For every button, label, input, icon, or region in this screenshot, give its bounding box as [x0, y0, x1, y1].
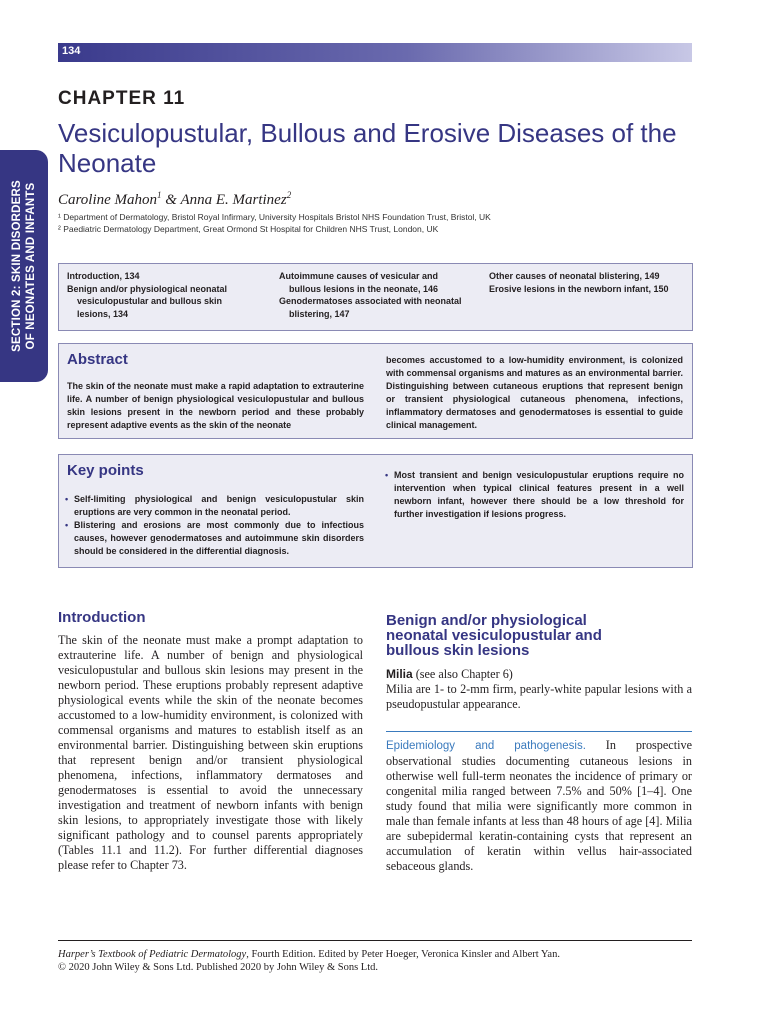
authors — [58, 190, 291, 209]
page-footer — [58, 948, 560, 974]
toc-entry[interactable]: Genodermatoses associated with neonatal blistering, 147 — [279, 296, 462, 319]
key-points-heading: Key points — [67, 462, 144, 479]
author-separator: & — [161, 192, 181, 208]
epidemiology-paragraph — [386, 738, 692, 874]
key-points-right — [385, 469, 684, 521]
toc-column-2 — [279, 270, 469, 320]
section-side-tab-label — [10, 150, 38, 382]
key-points-box — [58, 454, 693, 568]
abstract-text-right: becomes accustomed to a low-humidity environment, is colonized with commensal organisms and matures as an environmental barrier. Distinguishing between cutaneous eruptions that represent benign or transient physiological cutaneous phenomena, infections, inflammatory dermatoses and genodermatoses is essential to guide clinical management. — [386, 355, 683, 430]
chapter-contents-box — [58, 263, 693, 331]
key-point-item: • Self-limiting physiological and benign vesiculopustular skin eruptions are very common in the neonatal period. — [65, 493, 364, 519]
side-tab-line-1: SECTION 2: SKIN DISORDERS — [11, 180, 23, 352]
book-title: Harper’s Textbook of Pediatric Dermatology — [58, 949, 247, 960]
key-points-left — [65, 493, 364, 558]
author-2-affil: 2 — [286, 190, 292, 200]
toc-entry[interactable]: Introduction, 134 — [67, 271, 140, 281]
footer-citation — [58, 948, 560, 961]
introduction-heading: Introduction — [58, 609, 146, 626]
page-number: 134 — [62, 45, 81, 57]
author-2: Anna E. Martinez — [180, 192, 287, 208]
milia-text: Milia are 1- to 2-mm firm, pearly-white papular lesions with a pseudopustular appearance. — [386, 682, 692, 711]
toc-entry[interactable]: Benign and/or physiological neonatal vesiculopustular and bullous skin lesions, 134 — [67, 283, 228, 319]
author-1-affil: 1 — [157, 190, 162, 200]
benign-section-heading: Benign and/or physiological neonatal vesiculopustular and bullous skin lesions — [386, 612, 602, 659]
chapter-title: Vesiculopustular, Bullous and Erosive Diseases of the Neonate — [58, 118, 677, 178]
side-tab-line-2: OF NEONATES AND INFANTS — [25, 182, 37, 350]
epidemiology-text: In prospective observational studies documenting cutaneous lesions in otherwise well full-term neonates the incidence of primary or congenital milia ranged between 7.5% and 50% [1–4]. One study found that milia were significantly more common in male than female infants at less than 48 hours of age [4]. Milia are subepidermal keratin-containing cysts that represent an accumulation of keratin within vellus hair-associated sebaceous glands. — [386, 738, 692, 873]
toc-column-1 — [67, 270, 257, 320]
chapter-label: CHAPTER 11 — [58, 88, 186, 109]
abstract-heading: Abstract — [67, 351, 128, 368]
introduction-text: The skin of the neonate must make a prompt adaptation to extrauterine life. A number of benign and physiological vesiculopustular and bullous skin lesions may present in the newborn period. These eruptions probably represent adaptive physiological events while the skin of the neonate becomes accustomed to a low-humidity environment, is colonized with commensal organisms and matures to establish itself as an environmental barrier. Distinguishing between skin eruptions that represent benign and/or transient physiological phenomena, infections, inflammatory dermatoses and genodermatoses is essential to avoid the unnecessary investigation and treatment of newborn infants with benign skin lesions, to appropriately investigate those with likely significant pathology and to counsel parents appropriately (Tables 11.1 and 11.2). For further differential diagnoses please refer to Chapter 73. — [58, 633, 363, 872]
subsection-divider — [386, 731, 692, 732]
footer-rule — [58, 940, 692, 941]
toc-entry[interactable]: Autoimmune causes of vesicular and bullous lesions in the neonate, 146 — [279, 271, 439, 294]
abstract-box — [58, 343, 693, 439]
toc-entry[interactable]: Other causes of neonatal blistering, 149 — [489, 271, 660, 281]
page-header-bar — [58, 43, 692, 62]
affiliation-1: ¹ Department of Dermatology, Bristol Royal Infirmary, University Hospitals Bristol NHS Foundation Trust, Bristol, UK — [58, 212, 491, 222]
epidemiology-label: Epidemiology and pathogenesis. — [386, 740, 586, 752]
key-point-item: • Most transient and benign vesiculopustular eruptions require no intervention when typical clinical features present in a well newborn infant, however there should be a low threshold for further investigation if lesions progress. — [385, 469, 684, 521]
milia-reference: (see also Chapter 6) — [412, 667, 513, 681]
toc-entry[interactable]: Erosive lesions in the newborn infant, 150 — [489, 283, 669, 294]
affiliation-2: ² Paediatric Dermatology Department, Great Ormond St Hospital for Children NHS Trust, London, UK — [58, 224, 439, 234]
key-point-item: • Blistering and erosions are most commonly due to infectious causes, however genodermatoses and autoimmune skin disorders should be considered in the differential diagnosis. — [65, 519, 364, 558]
edition-info: , Fourth Edition. Edited by Peter Hoeger, Veronica Kinsler and Albert Yan. — [246, 949, 560, 960]
milia-heading-line — [386, 667, 692, 682]
abstract-text-left: The skin of the neonate must make a rapid adaptation to extrauterine life. A number of benign physiological vesiculopustular and bullous skin lesions present in the newborn period and these probably represent adaptive events as the skin of the neonate — [67, 381, 364, 430]
copyright: © 2020 John Wiley & Sons Ltd. Published 2020 by John Wiley & Sons Ltd. — [58, 962, 379, 973]
toc-column-3 — [489, 270, 687, 295]
author-1: Caroline Mahon — [58, 192, 158, 208]
milia-label: Milia — [386, 667, 413, 681]
